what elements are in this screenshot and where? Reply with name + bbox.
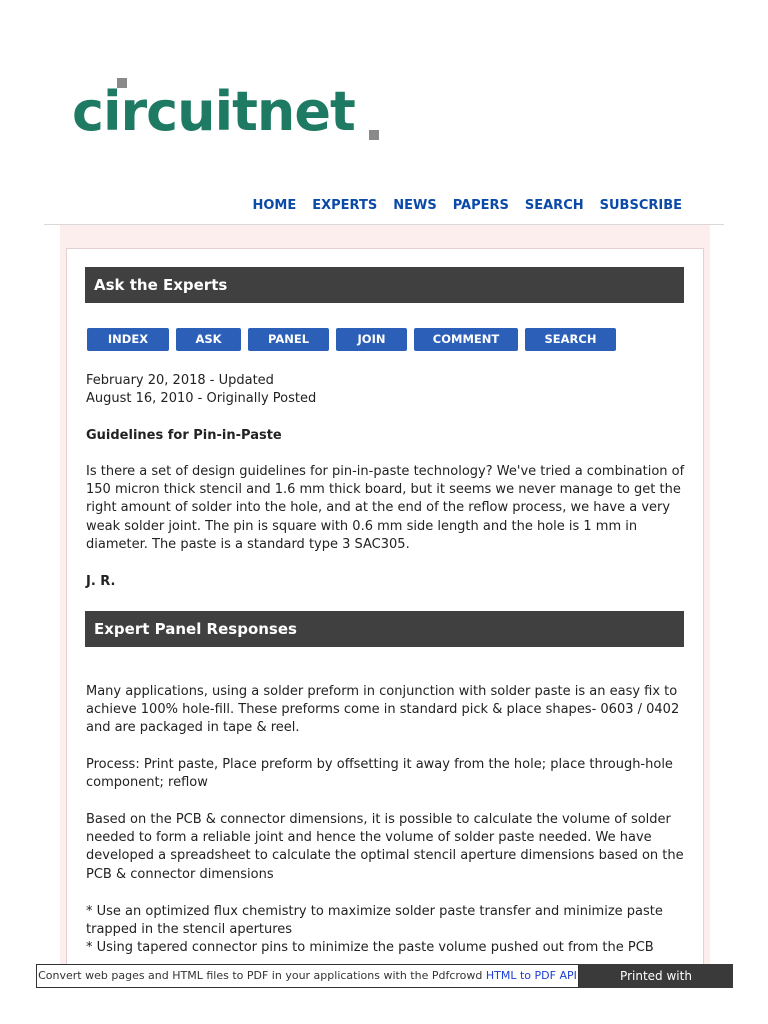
circuitnet-logo[interactable]	[72, 78, 384, 144]
question-author: J. R.	[86, 574, 116, 589]
join-button[interactable]: JOIN	[336, 328, 407, 351]
section-title-bar: Ask the Experts	[85, 267, 684, 303]
response-bullet-1: * Use an optimized flux chemistry to maximize solder paste transfer and minimize paste trapped in the stencil apertures	[86, 904, 663, 938]
panel-button[interactable]: PANEL	[248, 328, 329, 351]
updated-date: February 20, 2018 - Updated	[86, 373, 274, 388]
comment-button[interactable]: COMMENT	[414, 328, 518, 351]
nav-subscribe-link[interactable]: SUBSCRIBE	[599, 198, 682, 213]
question-body: Is there a set of design guidelines for pin-in-paste technology? We've tried a combination of 150 micron thick stencil and 1.6 mm thick board, but it seems we never manage to get the right amount of solder into the hole, and at the end of the reflow process, we have a very weak solder joint. The pin is square with 0.6 mm side length and the hole is 1 mm in diameter. The paste is a standard type 3 SAC305.	[86, 464, 685, 552]
pdfcrowd-footer	[36, 964, 733, 1007]
response-paragraph-3: Based on the PCB & connector dimensions, it is possible to calculate the volume of solder needed to form a reliable joint and hence the volume of solder paste needed. We have developed a spreadsheet to calculate the optimal stencil aperture dimensions based on the PCB & connector dimensions	[86, 812, 684, 882]
footer-notice	[36, 964, 579, 988]
responses-title-bar: Expert Panel Responses	[85, 611, 684, 647]
logo-text: circuitnet	[72, 80, 355, 143]
html-to-pdf-link[interactable]: HTML to PDF API	[485, 969, 577, 982]
response-bullet-2: * Using tapered connector pins to minimize the paste volume pushed out from the PCB	[86, 940, 654, 955]
nav-experts-link[interactable]: EXPERTS	[312, 198, 378, 213]
posted-date: August 16, 2010 - Originally Posted	[86, 391, 317, 406]
logo-square-accent	[369, 130, 379, 140]
nav-home-link[interactable]: HOME	[252, 198, 297, 213]
nav-news-link[interactable]: NEWS	[393, 198, 437, 213]
response-paragraph-2: Process: Print paste, Place preform by offsetting it away from the hole; place through-hole component; reflow	[86, 757, 673, 791]
search-button[interactable]: SEARCH	[525, 328, 616, 351]
ask-button[interactable]: ASK	[176, 328, 241, 351]
printed-with-label[interactable]: Printed with Pdfcrowd.com	[579, 964, 733, 988]
nav-search-link[interactable]: SEARCH	[524, 198, 584, 213]
index-button[interactable]: INDEX	[87, 328, 169, 351]
nav-papers-link[interactable]: PAPERS	[452, 198, 509, 213]
question-title: Guidelines for Pin-in-Paste	[86, 428, 282, 443]
response-paragraph-1: Many applications, using a solder preform in conjunction with solder paste is an easy fix to achieve 100% hole-fill. These preforms come in standard pick & place shapes- 0603 / 0402 and are packaged in tape & reel.	[86, 684, 680, 736]
footer-text: Convert web pages and HTML files to PDF in your applications with the Pdfcrowd	[38, 969, 483, 982]
top-nav	[253, 198, 683, 213]
expert-nav-buttons	[87, 328, 616, 351]
